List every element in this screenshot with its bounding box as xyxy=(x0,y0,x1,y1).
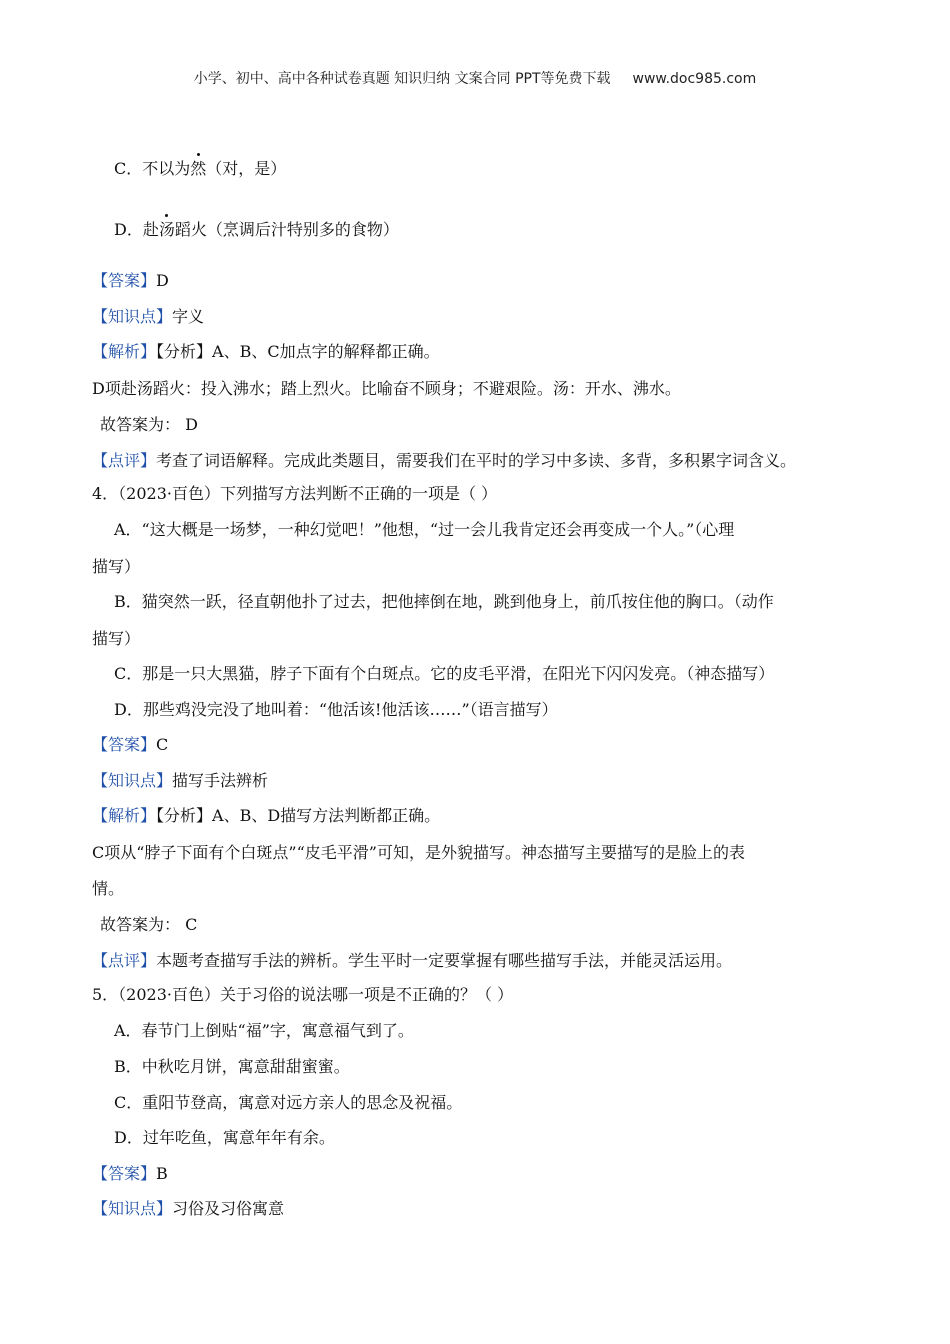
emphasis-dot-char: 然 xyxy=(190,159,207,178)
text-segment: 蹈火（烹调后汁特别多的食物） xyxy=(174,220,399,239)
q4-knowledge-point xyxy=(92,770,268,792)
text-segment: 习俗及习俗寓意 xyxy=(172,1199,285,1218)
knowledge-tag: 【知识点】 xyxy=(92,771,173,790)
q3-analysis xyxy=(92,341,440,363)
q5-option-a: A．春节门上倒贴“福”字，寓意福气到了。 xyxy=(114,1021,414,1040)
q3-analysis-detail: D项赴汤蹈火：投入沸水；踏上烈火。比喻奋不顾身；不避艰险。汤：开水、沸水。 xyxy=(92,379,681,398)
q5-stem: 5．（2023·百色）关于习俗的说法哪一项是不正确的？（ ） xyxy=(92,985,514,1004)
q4-answer xyxy=(92,734,168,756)
text-segment: 本题考查描写手法的辨析。学生平时一定要掌握有哪些描写手法，并能灵活运用。 xyxy=(156,951,733,970)
q3-option-c xyxy=(114,158,286,180)
text-segment: B xyxy=(156,1164,168,1183)
q5-answer xyxy=(92,1163,168,1185)
q4-option-a-cont: 描写） xyxy=(92,557,141,576)
q4-analysis-detail-cont: 情。 xyxy=(92,879,125,898)
text-segment: 【分析】A、B、D描写方法判断都正确。 xyxy=(156,806,441,825)
q4-option-a: A．“这大概是一场梦，一种幻觉吧！”他想，“过一会儿我肯定还会再变成一个人。”（心理 xyxy=(114,520,735,539)
comment-tag: 【点评】 xyxy=(92,451,157,470)
text-segment: 描写手法辨析 xyxy=(172,771,269,790)
emphasis-dot-char: 汤 xyxy=(158,220,175,239)
page-header xyxy=(0,68,950,88)
q4-stem: 4．（2023·百色）下列描写方法判断不正确的一项是（ ） xyxy=(92,484,498,503)
q3-comment xyxy=(92,450,796,472)
q5-knowledge-point xyxy=(92,1198,284,1220)
q3-knowledge-point xyxy=(92,306,204,328)
text-segment: D xyxy=(156,271,169,290)
answer-tag: 【答案】 xyxy=(92,1164,157,1183)
q4-analysis xyxy=(92,805,440,827)
text-segment: 字义 xyxy=(172,307,205,326)
q3-final-answer: 故答案为： D xyxy=(100,415,198,434)
q5-option-c: C．重阳节登高，寓意对远方亲人的思念及祝福。 xyxy=(114,1093,463,1112)
q4-analysis-detail: C项从“脖子下面有个白斑点”“皮毛平滑”可知，是外貌描写。神态描写主要描写的是脸上的表 xyxy=(92,843,745,862)
text-segment: D．赴 xyxy=(114,220,159,239)
text-segment: （对，是） xyxy=(206,159,287,178)
header-site-link[interactable]: www.doc985.com xyxy=(632,71,757,87)
q4-option-b-cont: 描写） xyxy=(92,629,141,648)
q4-option-d: D．那些鸡没完没了地叫着：“他活该!他活该……”（语言描写） xyxy=(114,700,558,719)
text-segment: C xyxy=(156,735,169,754)
knowledge-tag: 【知识点】 xyxy=(92,1199,173,1218)
text-segment: C．不以为 xyxy=(114,159,191,178)
analysis-tag: 【解析】 xyxy=(92,806,157,825)
q4-comment xyxy=(92,950,732,972)
q5-option-b: B．中秋吃月饼，寓意甜甜蜜蜜。 xyxy=(114,1057,350,1076)
header-text: 小学、初中、高中各种试卷真题 知识归纳 文案合同 PPT等免费下载 xyxy=(193,71,611,87)
analysis-tag: 【解析】 xyxy=(92,342,157,361)
q4-option-c: C．那是一只大黑猫，脖子下面有个白斑点。它的皮毛平滑，在阳光下闪闪发亮。（神态描写） xyxy=(114,664,775,683)
text-segment: 考查了词语解释。完成此类题目，需要我们在平时的学习中多读、多背，多积累字词含义。 xyxy=(156,451,797,470)
q5-option-d: D．过年吃鱼，寓意年年有余。 xyxy=(114,1128,335,1147)
answer-tag: 【答案】 xyxy=(92,271,157,290)
answer-tag: 【答案】 xyxy=(92,735,157,754)
comment-tag: 【点评】 xyxy=(92,951,157,970)
text-segment: 【分析】A、B、C加点字的解释都正确。 xyxy=(156,342,440,361)
q3-option-d xyxy=(114,219,399,241)
q3-answer xyxy=(92,270,169,292)
knowledge-tag: 【知识点】 xyxy=(92,307,173,326)
q4-option-b: B．猫突然一跃，径直朝他扑了过去，把他摔倒在地，跳到他身上，前爪按住他的胸口。（动作 xyxy=(114,592,774,611)
q4-final-answer: 故答案为： C xyxy=(100,915,198,934)
